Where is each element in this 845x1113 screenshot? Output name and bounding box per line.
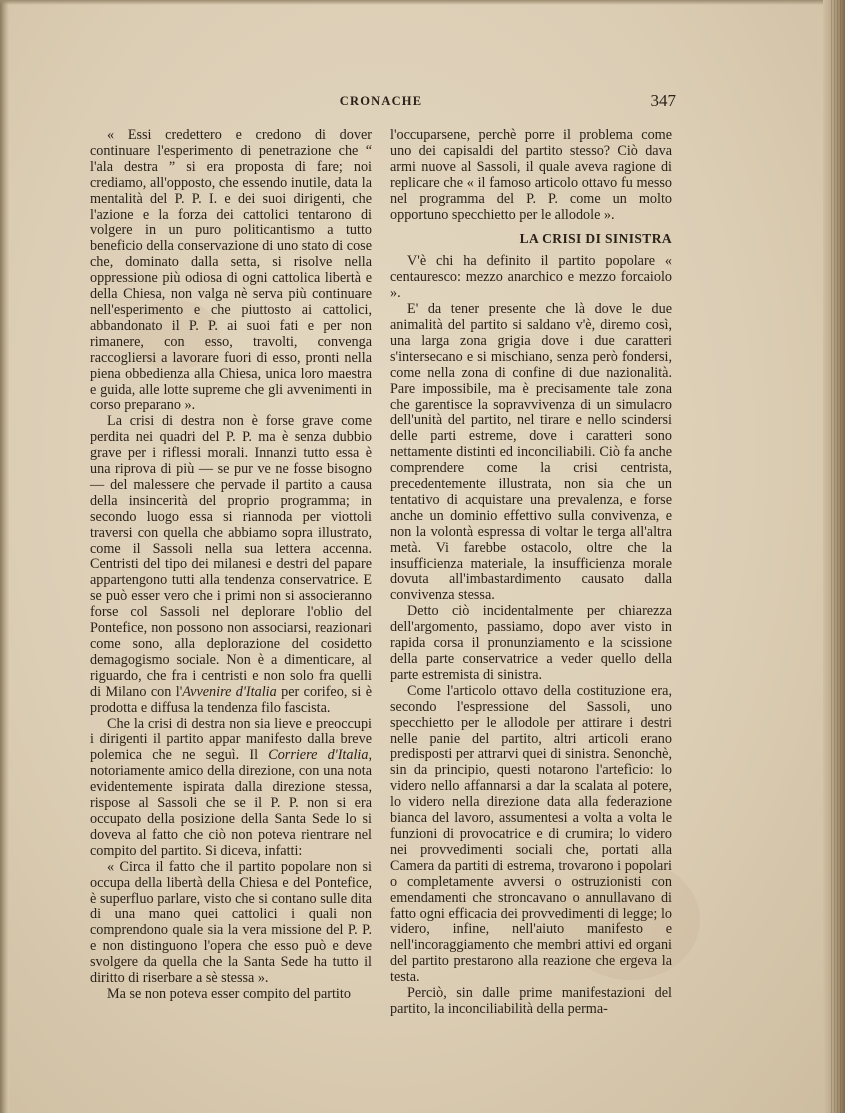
right-column [390,128,672,1018]
running-header [90,91,676,114]
newspaper-title: Corriere d'Italia [268,747,369,764]
paragraph-crisi-destra [90,414,372,716]
page-binding-edge [0,0,9,1113]
paragraph: E' da tener presente che là dove le due animalità del partito si saldano v'è, diremo così, una larga zona grigia dove i due caratteri s'intersecano e si mischiano, senza però fondersi, come nella zona di confine di due nazionalità. Pare impossibile, ma è precisamente tale zona che garentisce la sopravvivenza di un simulacro dell'unità del partito, nel tirare e nello scindersi delle parti estreme, dove i caratteri sono nettamente distinti ed inconciliabili. Ciò fa anche comprendere come la crisi centrista, precedentemente illustrata, non sia che un tentativo di acquistare una prevalenza, e forse anche un dominio effettivo sulla convivenza, e non la volontà espressa di voltar le terga all'altra metà. Vi farebbe ostacolo, oltre che la insufficienza materiale, la insufficienza morale dovuta all'imbastardimento causato dalla convivenza stessa. [390,301,672,604]
paragraph-text: per corifeo, si è prodotta e diffusa la tendenza filo fascista. [90,683,372,716]
section-heading: LA CRISI DI SINISTRA [519,231,672,247]
paragraph: Detto ciò incidentalmente per chiarezza dell'argomento, passiamo, dopo aver visto in rapida corsa il pronunziamento e la scissione della parte conservatrice a veder quello della parte estremista di sinistra. [390,603,672,683]
paragraph: Perciò, sin dalle prime manifestazioni del partito, la inconciliabilità della perma- [390,985,672,1017]
page-fore-edge-texture [831,0,841,1113]
newspaper-title: Avvenire d'Italia [182,683,277,700]
left-column [90,128,372,1003]
page-number: 347 [650,91,676,110]
paragraph-text: La crisi di destra non è forse grave come perdita nei quadri del P. P. ma è senza dubbio grave per i riflessi morali. Innanzi tutto essa è una riprova di più — se pur ve ne fosse bisogno — del malessere che pervade il partito a causa della insincerità del proprio programma; in secondo luogo essa si riannoda per viottoli traversi con quella che abbiamo sopra illustrato, come il Sassoli nella sua lettera accenna. Centristi del tipo dei milanesi e destri del papare appartengono tutti alla tendenza conservatrice. E se può esser vero che i primi non si associeranno forse col Sassoli nel deplorare l'oblio del Pontefice, non possono non associarsi, reazionari come sono, alla deplorazione del cosidetto demagogismo sociale. Non è a dimenticare, al riguardo, che fra i centristi e non solo fra quelli di Milano con l' [90,413,372,700]
paragraph: Come l'articolo ottavo della costituzione era, secondo l'espressione del Sassoli, uno specchietto per le allodole per attirare i destri nelle panie del partito, altri articoli erano predisposti per attrarvi quei di sinistra. Senonchè, sin da principio, questi notarono l'artefìcio: lo videro nello affannarsi a dar la scalata al potere, lo videro nella direzione data alla federazione bianca del lavoro, assumentesi a volta a volta le funzioni di provocatrice e di crumira; lo videro nei provvedimenti sociali che, portati alla Camera da partiti di estrema, trovarono i popolari o completamente avversi o ostruzionisti con emendamenti che stroncavano o annullavano di fatto ogni efficacia dei provvedimenti di legge; lo videro, infine, nell'aiuto manifesto e nell'incoraggiamento che membri attivi ed organi del partito prestarono alla reazione che ergeva la testa. [390,682,672,986]
paragraph: V'è chi ha definito il partito popolare « centauresco: mezzo anarchico e mezzo forcaiolo ». [390,253,672,302]
running-title: CRONACHE [339,94,423,108]
paragraph-continued: l'occuparsene, perchè porre il problema come uno dei capisaldi del partito stesso? Ciò dava armi nuove al Sassoli, il quale aveva ragione di replicare che « il famoso articolo ottavo fu messo nel programma del P. P. come un molto opportuno specchietto per le allodole ». [390,127,672,223]
paragraph-text: Che la crisi di destra non sia lieve e preoccupi i dirigenti il partito appar manifesto dalla breve polemica che ne seguì. Il [90,715,372,764]
paragraph-quote-sassoli: « Essi credettero e credono di dover continuare l'esperimento di penetrazione che “ l'ala destra ” si era proposta di fare; noi crediamo, all'opposto, che essendo inutile, data la mentalità del P. P. I. e dei suoi dirigenti, che l'azione e la forza dei cattolici tentarono di volgere in un puro politicantismo a tutto beneficio della conservazione di uno stato di cose che, dominato dalla setta, si risolve nella oppressione più odiosa di ogni cattolica libertà e della Chiesa, non valga nè serva più continuare nell'esperimento e che piuttosto ai cattolici, abbandonato il P. P. ai suoi fati e per non rimanere, con esso, travolti, convenga raccogliersi a lavorare fuori di esso, pronti nella piena obbedienza alla Chiesa, unica loro maestra e guida, alle lotte supreme che gli avvenimenti in corso preparano ». [90,127,372,414]
paragraph-text: , notoriamente amico della direzione, con una nota evidentemente ispirata dalla direzione stessa, rispose al Sassoli che se il P. P. non si era occupato della posizione della Santa Sede lo si doveva al fatto che ciò non poteva rientrare nel compito del partito. Si diceva, infatti: [90,747,372,859]
page-top-edge [0,0,845,5]
paragraph-continuation: Ma se non poteva esser compito del partito [107,985,351,1002]
paragraph-quote-nota: « Circa il fatto che il partito popolare non si occupa della libertà della Chiesa e del Pontefice, è superfluo parlare, visto che si contano sulle dita di una mano quei cattolici i quali non comprendono quale sia la vera missione del P. P. e non distinguono l'opera che esso può e deve svolgere da quella che la Santa Sede ha tutto il diritto di riserbare a sè stessa ». [90,858,372,987]
paragraph-polemica [90,717,372,860]
